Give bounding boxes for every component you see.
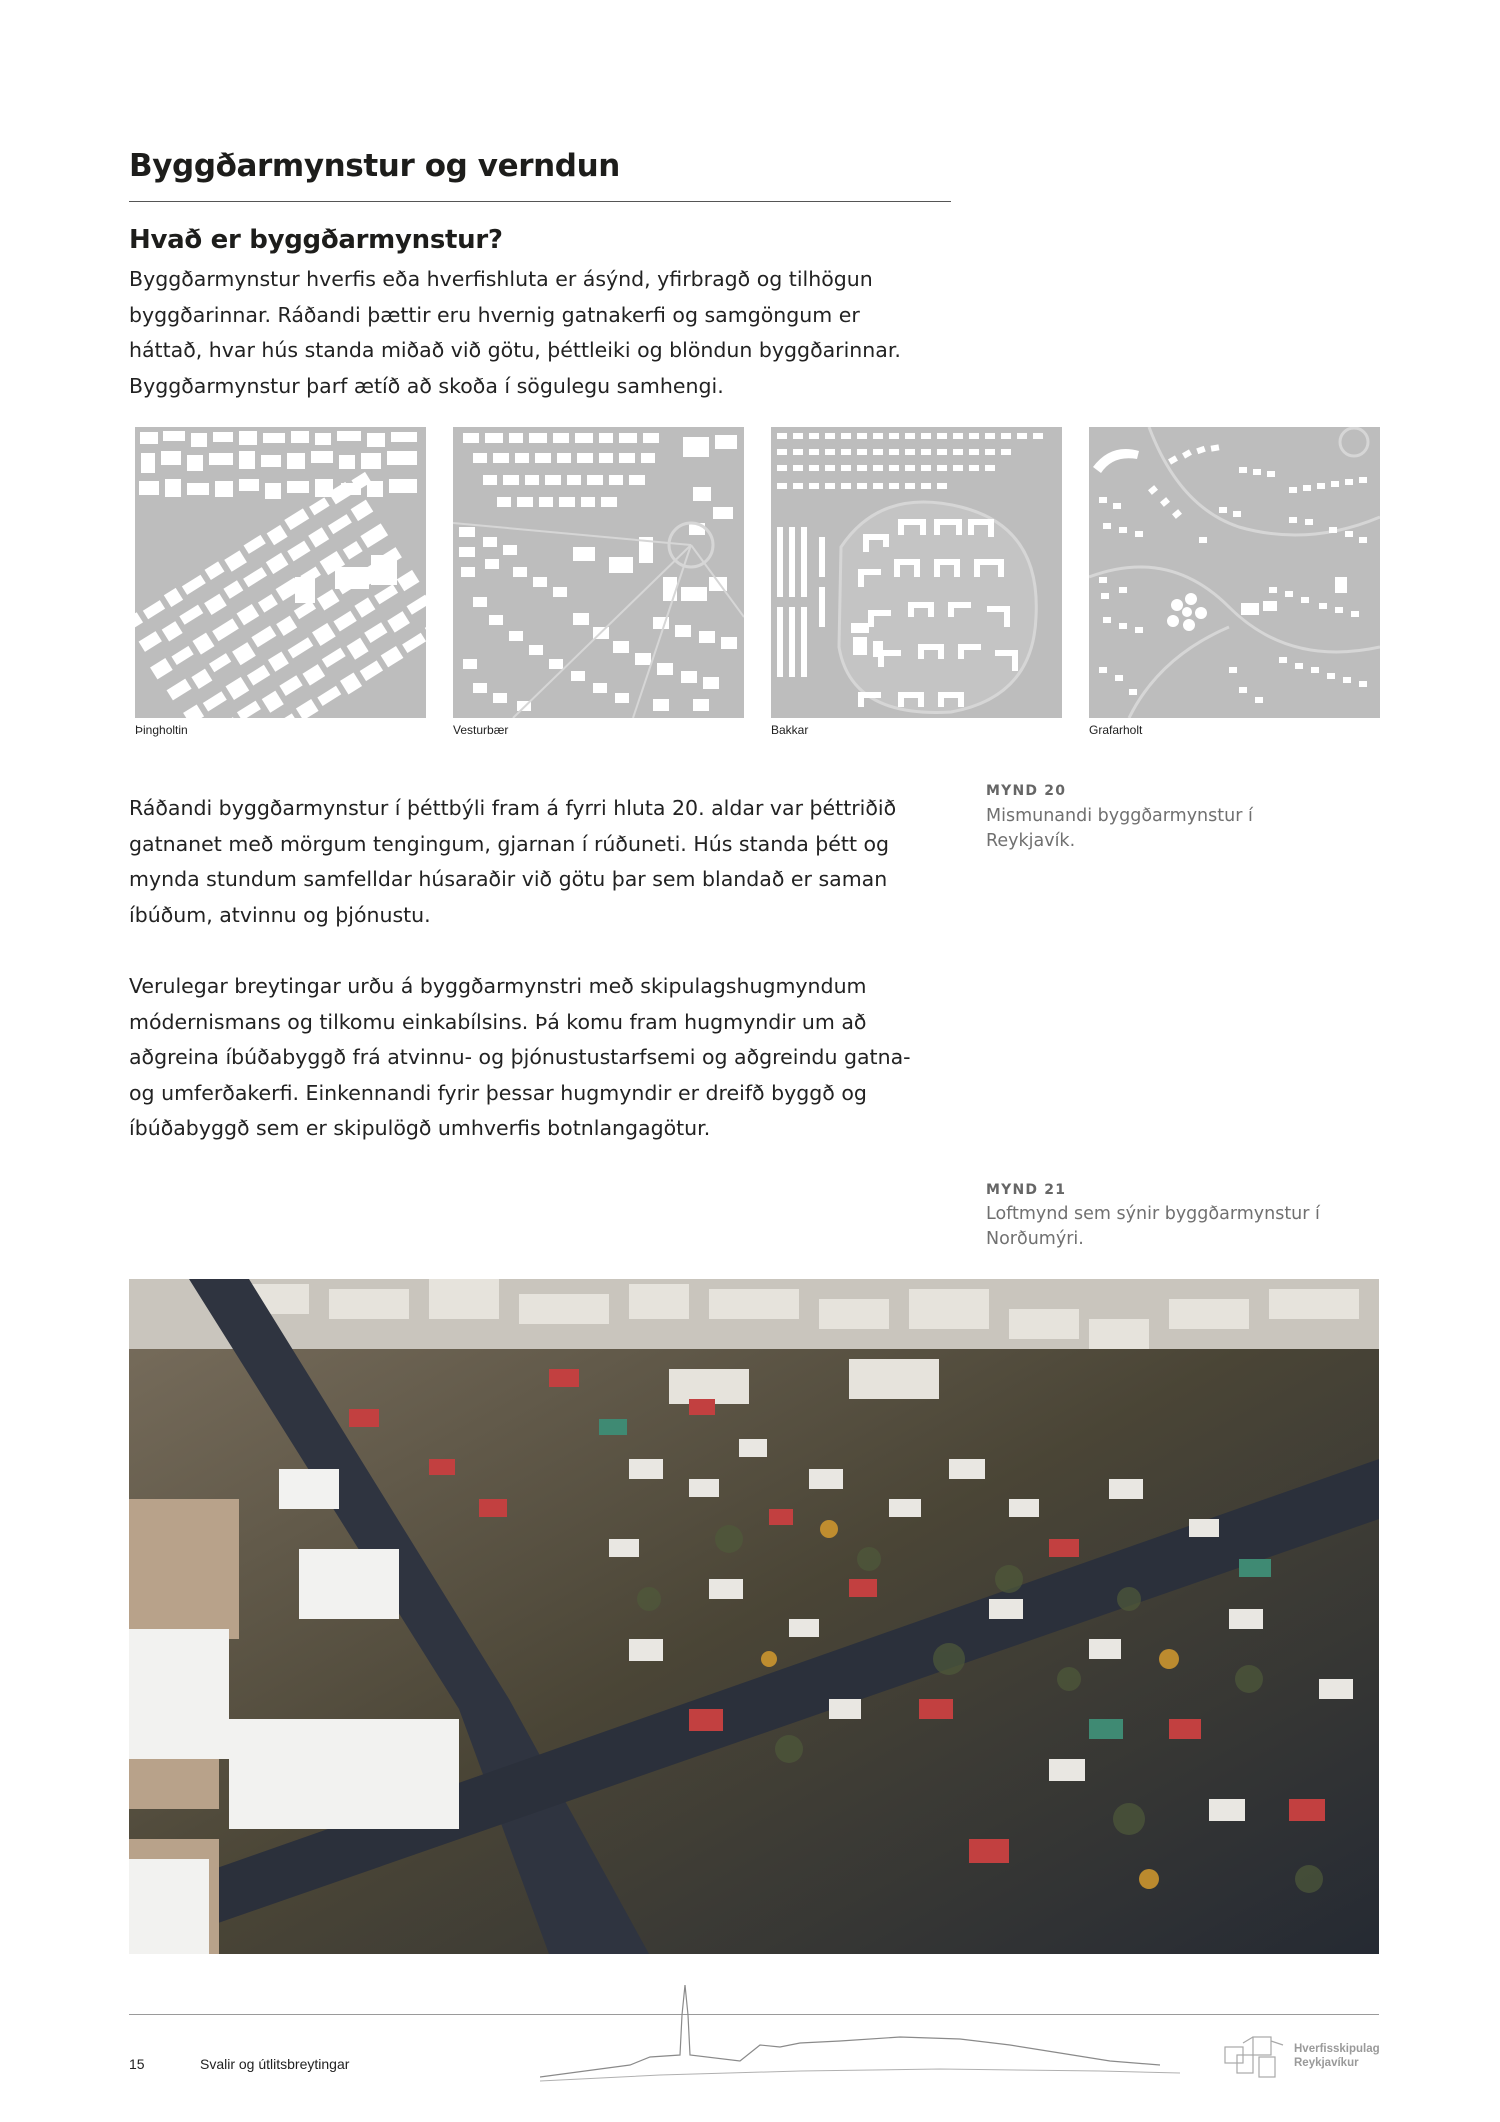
paragraph-line: íbúðabyggð sem er skipulögð umhverfis botnlangagötur.: [129, 1116, 711, 1140]
paragraph-line: Ráðandi byggðarmynstur í þéttbýli fram á fyrri hluta 20. aldar var þéttriðið: [129, 796, 897, 820]
paragraph-traditional-pattern: [129, 791, 949, 933]
map-label-thingholtin: Þingholtin: [135, 723, 188, 737]
figure-21-caption: [986, 1202, 1326, 1252]
map-bakkar-graphic: [771, 427, 1062, 718]
paragraph-line: mynda stundum samfelldar húsaraðir við götu þar sem blandað er saman: [129, 867, 888, 891]
logo-text-line-1: Hverfisskipulag: [1294, 2043, 1380, 2055]
footer-title: Svalir og útlitsbreytingar: [200, 2056, 350, 2072]
figure-20-label: MYND 20: [986, 783, 1067, 799]
paragraph-modernism: [129, 969, 949, 1147]
map-label-vesturbaer: Vesturbær: [453, 723, 509, 737]
title-divider: [129, 201, 951, 202]
aerial-photo-nordurmyri: [129, 1279, 1379, 1954]
skyline-illustration: [540, 1985, 1180, 2085]
map-thingholtin: [135, 427, 426, 718]
paragraph-line: gatnanet með mörgum tengingum, gjarnan í rúðuneti. Hús standa þétt og: [129, 831, 890, 856]
intro-line: Byggðarmynstur hverfis eða hverfishluta er ásýnd, yfirbragð og tilhögun: [129, 267, 873, 291]
figure-20-caption: Mismunandi byggðarmynstur í Reykjavík.: [986, 806, 1253, 851]
map-grafarholt: [1089, 427, 1380, 718]
map-bakkar: [771, 427, 1062, 718]
paragraph-line: módernismans og tilkomu einkabílsins. Þá komu fram hugmyndir um að: [129, 1009, 867, 1034]
aerial-photo-graphic: [129, 1279, 1379, 1954]
caption-line: Loftmynd sem sýnir byggðarmynstur í: [986, 1204, 1320, 1224]
paragraph-line: íbúðum, atvinnu og þjónustu.: [129, 902, 431, 927]
page-number: 15: [129, 2056, 145, 2072]
intro-line: háttað, hvar hús standa miðað við götu, þéttleiki og blöndun byggðarinnar.: [129, 338, 901, 362]
map-grafarholt-graphic: [1089, 427, 1380, 718]
intro-line: byggðarinnar. Ráðandi þættir eru hvernig gatnakerfi og samgöngum er: [129, 302, 860, 327]
section-subtitle: Hvað er byggðarmynstur?: [129, 225, 503, 255]
paragraph-line: Verulegar breytingar urðu á byggðarmynstri með skipulagshugmyndum: [129, 974, 867, 998]
logo-text-line-2: Reykjavíkur: [1294, 2057, 1359, 2069]
figure-21-label: MYND 21: [986, 1182, 1067, 1198]
page-title: Byggðarmynstur og verndun: [129, 148, 620, 184]
map-label-grafarholt: Grafarholt: [1089, 723, 1143, 737]
map-thingholtin-graphic: [135, 427, 426, 718]
map-vesturbaer-graphic: [453, 427, 744, 718]
caption-line: Norðumýri.: [986, 1229, 1084, 1249]
paragraph-line: og umferðakerfi. Einkennandi fyrir þessar hugmyndir er dreifð byggð og: [129, 1080, 867, 1105]
paragraph-line: aðgreina íbúðabyggð frá atvinnu- og þjónustustarfsemi og aðgreindu gatna-: [129, 1045, 911, 1069]
map-label-bakkar: Bakkar: [771, 723, 809, 737]
intro-line: Byggðarmynstur þarf ætíð að skoða í sögulegu samhengi.: [129, 373, 724, 398]
map-vesturbaer: [453, 427, 744, 718]
intro-paragraph: [129, 262, 949, 404]
